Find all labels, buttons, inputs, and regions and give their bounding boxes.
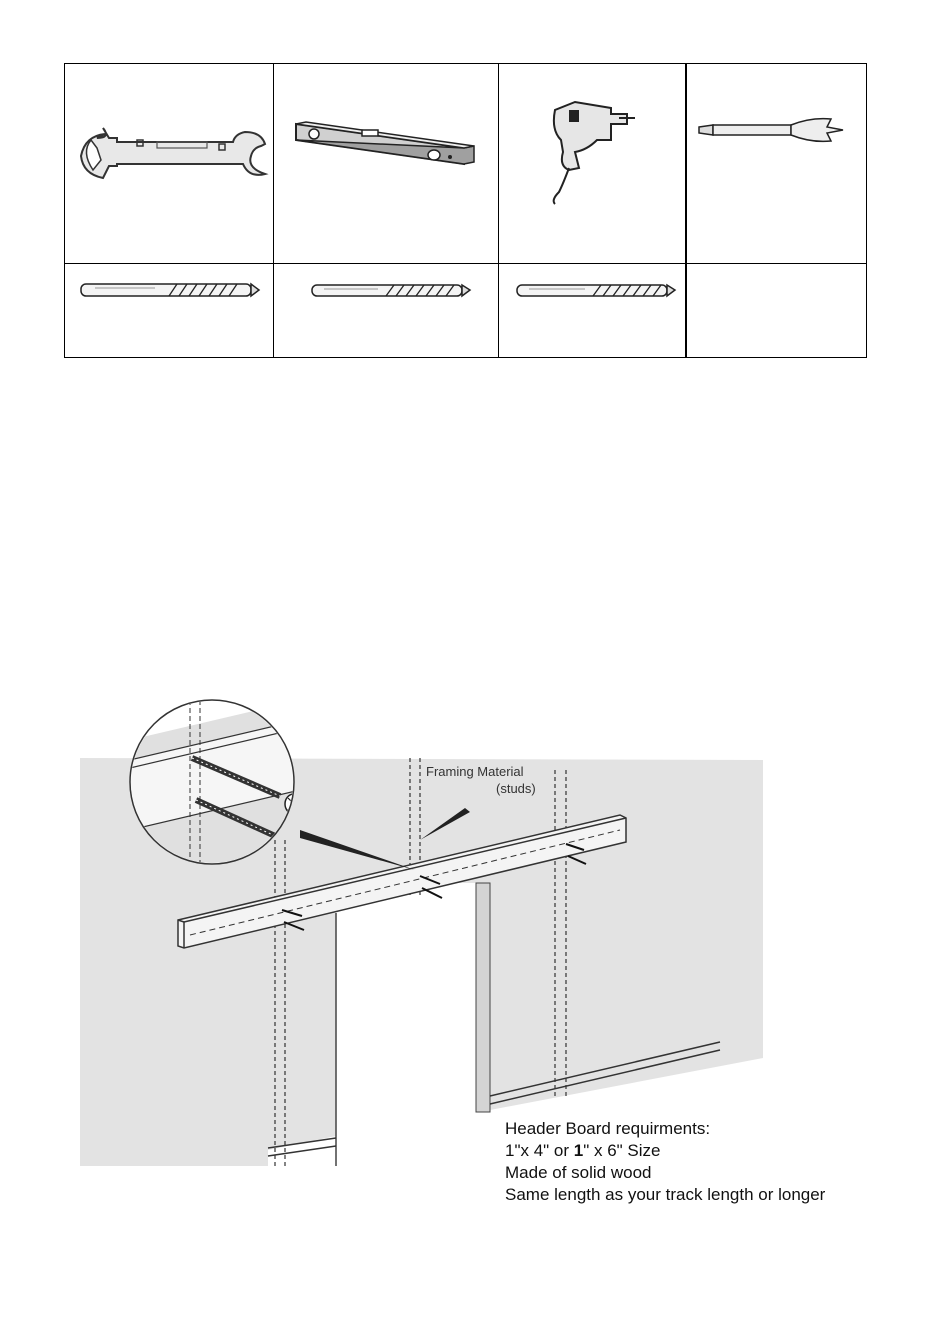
requirements-heading: Header Board requirments:	[505, 1119, 711, 1138]
requirements-length: Same length as your track length or longer	[505, 1185, 826, 1204]
studs-label: (studs)	[496, 781, 536, 796]
header-board-requirements	[505, 1118, 825, 1206]
framing-material-label: Framing Material	[426, 764, 524, 779]
requirements-material: Made of solid wood	[505, 1163, 652, 1182]
door-opening	[336, 883, 490, 1136]
requirements-size: 1"x 4" or 1" x 6" Size	[505, 1141, 661, 1160]
